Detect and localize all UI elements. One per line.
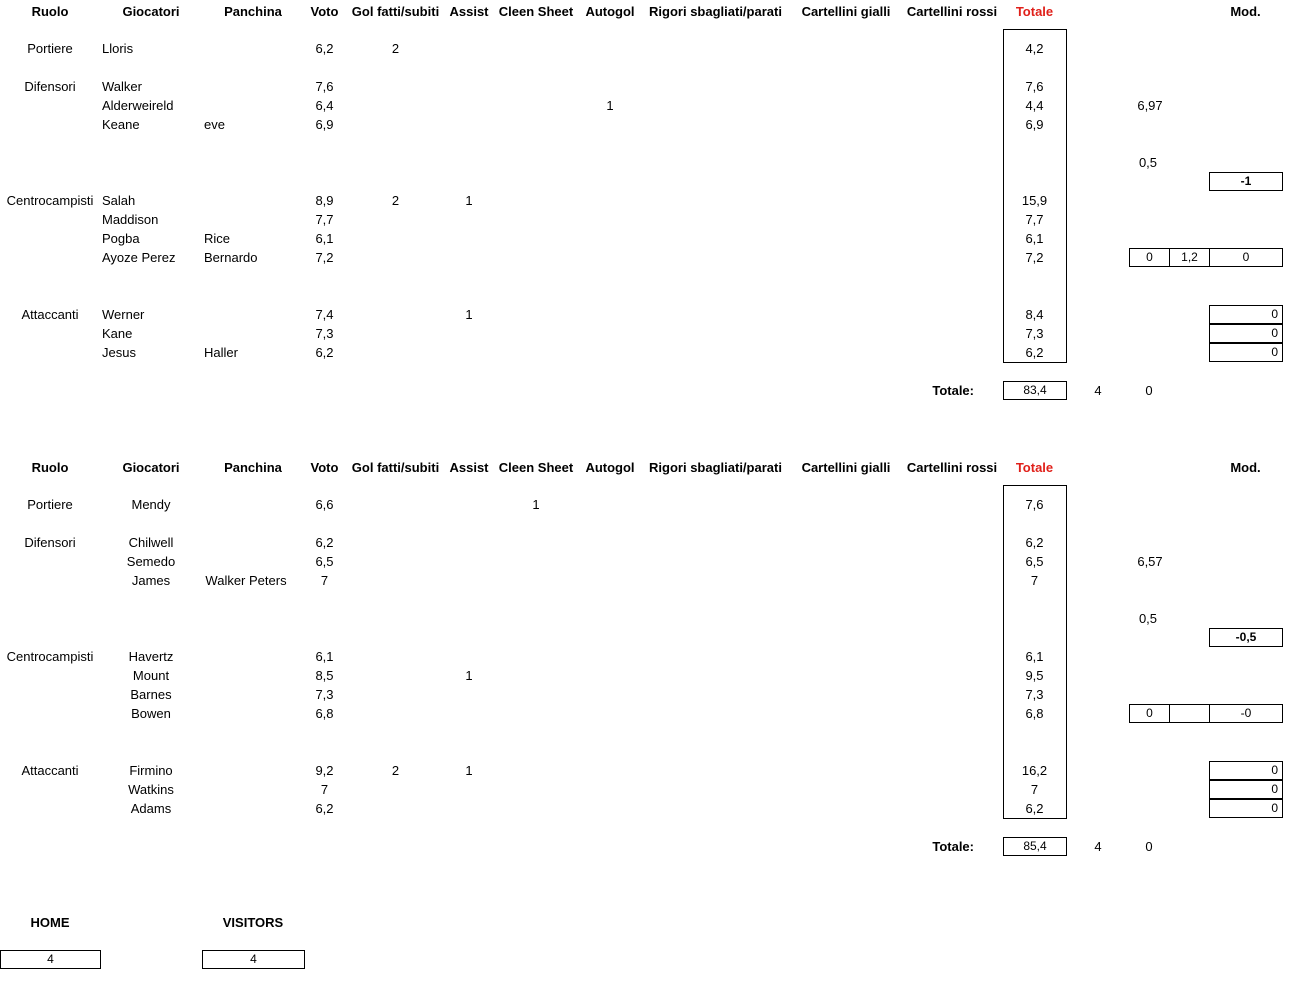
own-goal-cell[interactable] — [582, 115, 638, 134]
vote-cell[interactable]: 7 — [320, 782, 329, 797]
team-total-box[interactable]: 85,4 — [1003, 837, 1067, 856]
bench-player[interactable] — [204, 324, 302, 343]
clean-sheet-cell[interactable] — [493, 780, 579, 799]
vote-cell[interactable]: 7,3 — [315, 687, 334, 702]
row-total-cell[interactable]: 6,1 — [1025, 649, 1044, 664]
own-goal-cell[interactable] — [582, 704, 638, 723]
vote-cell[interactable]: 6,5 — [315, 554, 334, 569]
vote-cell[interactable]: 6,2 — [315, 801, 334, 816]
bench-player[interactable] — [204, 647, 288, 666]
role-label — [0, 685, 100, 704]
assist-cell[interactable] — [448, 647, 490, 666]
role-label — [0, 799, 100, 818]
own-goal-cell[interactable] — [582, 761, 638, 780]
clean-sheet-cell[interactable] — [493, 77, 579, 96]
defense-average: 6,57 — [1137, 554, 1163, 569]
player-name[interactable]: Semedo — [126, 554, 176, 569]
goals-cell[interactable] — [348, 799, 443, 818]
midfield-box[interactable]: 0 — [1209, 248, 1283, 267]
team-extra: 0 — [1145, 839, 1153, 854]
column-header-mod: Mod. — [1230, 4, 1261, 19]
own-goal-cell[interactable] — [582, 210, 638, 229]
player-name[interactable]: Chilwell — [128, 535, 174, 550]
column-header-rossi: Cartellini rossi — [906, 4, 998, 19]
column-header-voto: Voto — [310, 4, 339, 19]
assist-cell[interactable] — [448, 324, 490, 343]
player-name[interactable]: Mendy — [131, 497, 171, 512]
goals-cell[interactable] — [348, 495, 443, 514]
assist-cell[interactable] — [448, 799, 490, 818]
vote-cell[interactable]: 6,2 — [315, 345, 334, 360]
column-header-giocatori: Giocatori — [122, 4, 180, 19]
player-name[interactable]: Pogba — [102, 231, 140, 246]
team-goals: 4 — [1094, 383, 1102, 398]
own-goal-cell[interactable] — [582, 248, 638, 267]
assist-cell[interactable] — [448, 343, 490, 362]
team-extra: 0 — [1145, 383, 1153, 398]
row-total-cell[interactable]: 15,9 — [1021, 193, 1048, 208]
assist-cell[interactable] — [448, 780, 490, 799]
goals-cell[interactable] — [348, 248, 443, 267]
clean-sheet-cell[interactable] — [493, 533, 579, 552]
vote-cell[interactable]: 7 — [320, 573, 329, 588]
row-total-cell[interactable]: 7,3 — [1025, 326, 1044, 341]
row-total-cell[interactable]: 7,2 — [1025, 250, 1044, 265]
row-total-cell[interactable]: 7 — [1030, 573, 1039, 588]
assist-cell[interactable] — [448, 571, 490, 590]
assist-cell[interactable] — [448, 552, 490, 571]
own-goal-cell[interactable] — [582, 495, 638, 514]
role-label — [0, 115, 100, 134]
goals-cell[interactable] — [348, 552, 443, 571]
row-total-cell[interactable]: 6,5 — [1025, 554, 1044, 569]
player-name[interactable]: James — [131, 573, 171, 588]
player-name[interactable]: Maddison — [102, 212, 159, 227]
clean-sheet-cell[interactable] — [493, 704, 579, 723]
role-label: Difensori — [24, 535, 76, 550]
row-total-cell[interactable]: 6,8 — [1025, 706, 1044, 721]
vote-cell[interactable]: 8,5 — [315, 668, 334, 683]
row-total-cell[interactable]: 7,6 — [1025, 497, 1044, 512]
column-header-gialli: Cartellini gialli — [801, 460, 891, 475]
bench-player[interactable] — [204, 77, 302, 96]
column-header-totale: Totale — [1015, 460, 1054, 475]
team-goals: 4 — [1094, 839, 1102, 854]
bench-player[interactable]: Rice — [204, 231, 231, 246]
column-header-ruolo: Ruolo — [31, 4, 69, 19]
vote-cell[interactable]: 6,1 — [315, 231, 334, 246]
column-header-ruolo: Ruolo — [31, 460, 69, 475]
player-name[interactable]: Ayoze Perez — [102, 250, 176, 265]
own-goal-cell[interactable] — [582, 229, 638, 248]
own-goal-cell[interactable] — [582, 39, 638, 58]
bench-player[interactable] — [204, 799, 288, 818]
modifier-box[interactable]: -0,5 — [1209, 628, 1283, 647]
goals-cell[interactable] — [348, 77, 443, 96]
midfield-box[interactable]: 1,2 — [1169, 248, 1210, 267]
goals-cell[interactable] — [348, 343, 443, 362]
attack-box[interactable]: 0 — [1209, 305, 1283, 324]
assist-cell[interactable] — [448, 248, 490, 267]
row-total-cell[interactable]: 4,4 — [1025, 98, 1044, 113]
totale-label: Totale: — [932, 383, 974, 398]
goals-cell[interactable] — [348, 666, 443, 685]
assist-cell[interactable] — [448, 229, 490, 248]
player-name[interactable]: Bowen — [131, 706, 171, 721]
clean-sheet-cell[interactable] — [493, 571, 579, 590]
attack-box[interactable]: 0 — [1209, 799, 1283, 818]
bench-player[interactable]: Walker Peters — [205, 573, 287, 588]
row-total-cell[interactable]: 16,2 — [1021, 763, 1048, 778]
goals-cell[interactable] — [348, 685, 443, 704]
clean-sheet-cell[interactable] — [493, 552, 579, 571]
column-header-totale: Totale — [1015, 4, 1054, 19]
vote-cell[interactable]: 8,9 — [315, 193, 334, 208]
goals-cell[interactable] — [348, 229, 443, 248]
bench-player[interactable] — [204, 533, 288, 552]
row-total-cell[interactable]: 7,3 — [1025, 687, 1044, 702]
row-total-cell[interactable]: 6,1 — [1025, 231, 1044, 246]
own-goal-cell[interactable] — [582, 324, 638, 343]
defense-average: 6,97 — [1137, 98, 1163, 113]
role-label: Attaccanti — [21, 307, 79, 322]
defense-modifier: 0,5 — [1138, 611, 1158, 626]
vote-cell[interactable]: 9,2 — [315, 763, 334, 778]
own-goal-cell[interactable]: 1 — [606, 98, 614, 113]
player-name[interactable]: Salah — [102, 193, 136, 208]
row-total-cell[interactable]: 7,6 — [1025, 79, 1044, 94]
player-name[interactable]: Havertz — [128, 649, 174, 664]
row-total-cell[interactable]: 7 — [1030, 782, 1039, 797]
midfield-box[interactable]: 0 — [1129, 248, 1170, 267]
role-label: Portiere — [27, 41, 73, 56]
clean-sheet-cell[interactable] — [493, 666, 579, 685]
column-header-gialli: Cartellini gialli — [801, 4, 891, 19]
assist-cell[interactable]: 1 — [465, 193, 473, 208]
vote-cell[interactable]: 6,4 — [315, 98, 334, 113]
vote-cell[interactable]: 7,6 — [315, 79, 334, 94]
goals-cell[interactable] — [348, 115, 443, 134]
row-total-cell[interactable]: 6,2 — [1025, 801, 1044, 816]
goals-cell[interactable] — [348, 210, 443, 229]
row-total-cell[interactable]: 9,5 — [1025, 668, 1044, 683]
vote-cell[interactable]: 7,4 — [315, 307, 334, 322]
assist-cell[interactable] — [448, 39, 490, 58]
player-name[interactable]: Barnes — [130, 687, 172, 702]
bench-player[interactable] — [204, 96, 302, 115]
clean-sheet-cell[interactable]: 1 — [532, 497, 540, 512]
goals-cell[interactable] — [348, 704, 443, 723]
bench-player[interactable] — [204, 704, 288, 723]
goals-cell[interactable] — [348, 96, 443, 115]
column-header-autogol: Autogol — [585, 4, 635, 19]
role-label — [0, 324, 100, 343]
assist-cell[interactable] — [448, 495, 490, 514]
column-header-panchina: Panchina — [224, 460, 282, 475]
role-label: Centrocampisti — [6, 193, 94, 208]
goals-cell[interactable] — [348, 324, 443, 343]
assist-cell[interactable] — [448, 77, 490, 96]
role-label — [0, 343, 100, 362]
vote-cell[interactable]: 7,2 — [315, 250, 334, 265]
column-header-clean: Cleen Sheet — [498, 4, 574, 19]
row-total-cell[interactable]: 6,9 — [1025, 117, 1044, 132]
player-name[interactable]: Kane — [102, 326, 133, 341]
clean-sheet-cell[interactable] — [493, 210, 579, 229]
clean-sheet-cell[interactable] — [493, 647, 579, 666]
vote-cell[interactable]: 6,1 — [315, 649, 334, 664]
own-goal-cell[interactable] — [582, 343, 638, 362]
vote-cell[interactable]: 6,8 — [315, 706, 334, 721]
column-header-clean: Cleen Sheet — [498, 460, 574, 475]
role-label: Portiere — [27, 497, 73, 512]
role-label — [0, 96, 100, 115]
bench-player[interactable] — [204, 305, 302, 324]
column-header-assist: Assist — [449, 4, 489, 19]
column-header-rigori: Rigori sbagliati/parati — [649, 460, 782, 475]
clean-sheet-cell[interactable] — [493, 115, 579, 134]
own-goal-cell[interactable] — [582, 77, 638, 96]
clean-sheet-cell[interactable] — [493, 39, 579, 58]
assist-cell[interactable]: 1 — [465, 668, 473, 683]
modifier-box[interactable]: -1 — [1209, 172, 1283, 191]
attack-box[interactable]: 0 — [1209, 780, 1283, 799]
clean-sheet-cell[interactable] — [493, 799, 579, 818]
own-goal-cell[interactable] — [582, 552, 638, 571]
vote-cell[interactable]: 6,6 — [315, 497, 334, 512]
visitors-score-cell[interactable]: 4 — [202, 950, 305, 969]
clean-sheet-cell[interactable] — [493, 96, 579, 115]
home-score-cell[interactable]: 4 — [0, 950, 101, 969]
player-name[interactable]: Jesus — [102, 345, 136, 360]
own-goal-cell[interactable] — [582, 647, 638, 666]
vote-cell[interactable]: 7,7 — [315, 212, 334, 227]
vote-cell[interactable]: 6,2 — [315, 41, 334, 56]
assist-cell[interactable] — [448, 210, 490, 229]
assist-cell[interactable] — [448, 685, 490, 704]
vote-cell[interactable]: 6,9 — [315, 117, 334, 132]
role-label: Centrocampisti — [6, 649, 94, 664]
assist-cell[interactable] — [448, 704, 490, 723]
player-name[interactable]: Walker — [102, 79, 142, 94]
player-name[interactable]: Lloris — [102, 41, 134, 56]
home-label: HOME — [30, 915, 70, 930]
vote-cell[interactable]: 6,2 — [315, 535, 334, 550]
own-goal-cell[interactable] — [582, 191, 638, 210]
own-goal-cell[interactable] — [582, 685, 638, 704]
column-header-voto: Voto — [310, 460, 339, 475]
attack-box[interactable]: 0 — [1209, 761, 1283, 780]
attack-box[interactable]: 0 — [1209, 343, 1283, 362]
visitors-label: VISITORS — [222, 915, 284, 930]
defense-modifier: 0,5 — [1138, 155, 1158, 170]
role-label — [0, 248, 100, 267]
bench-player[interactable] — [204, 495, 288, 514]
goals-cell[interactable] — [348, 571, 443, 590]
own-goal-cell[interactable] — [582, 780, 638, 799]
column-header-mod: Mod. — [1230, 460, 1261, 475]
midfield-box[interactable]: -0 — [1209, 704, 1283, 723]
player-name[interactable]: Watkins — [128, 782, 174, 797]
role-label: Difensori — [24, 79, 76, 94]
player-name[interactable]: Mount — [132, 668, 170, 683]
clean-sheet-cell[interactable] — [493, 229, 579, 248]
own-goal-cell[interactable] — [582, 799, 638, 818]
column-header-rigori: Rigori sbagliati/parati — [649, 4, 782, 19]
goals-cell[interactable] — [348, 780, 443, 799]
column-header-gol: Gol fatti/subiti — [351, 4, 440, 19]
attack-box[interactable]: 0 — [1209, 324, 1283, 343]
clean-sheet-cell[interactable] — [493, 761, 579, 780]
role-label: Attaccanti — [21, 763, 79, 778]
team-total-box[interactable]: 83,4 — [1003, 381, 1067, 400]
midfield-box[interactable]: 0 — [1129, 704, 1170, 723]
goals-cell[interactable]: 2 — [391, 193, 400, 208]
vote-cell[interactable]: 7,3 — [315, 326, 334, 341]
column-header-panchina: Panchina — [224, 4, 282, 19]
row-total-cell[interactable]: 4,2 — [1025, 41, 1044, 56]
column-header-giocatori: Giocatori — [122, 460, 180, 475]
assist-cell[interactable]: 1 — [465, 307, 473, 322]
assist-cell[interactable] — [448, 533, 490, 552]
goals-cell[interactable]: 2 — [391, 763, 400, 778]
assist-cell[interactable] — [448, 96, 490, 115]
assist-cell[interactable] — [448, 115, 490, 134]
clean-sheet-cell[interactable] — [493, 343, 579, 362]
clean-sheet-cell[interactable] — [493, 248, 579, 267]
clean-sheet-cell[interactable] — [493, 324, 579, 343]
own-goal-cell[interactable] — [582, 571, 638, 590]
bench-player[interactable]: Haller — [204, 345, 238, 360]
column-header-assist: Assist — [449, 460, 489, 475]
column-header-rossi: Cartellini rossi — [906, 460, 998, 475]
clean-sheet-cell[interactable] — [493, 305, 579, 324]
own-goal-cell[interactable] — [582, 305, 638, 324]
goals-cell[interactable] — [348, 533, 443, 552]
bench-player[interactable] — [204, 685, 288, 704]
bench-player[interactable] — [204, 761, 288, 780]
column-header-autogol: Autogol — [585, 460, 635, 475]
role-label — [0, 666, 100, 685]
player-name[interactable]: Keane — [102, 117, 140, 132]
row-total-cell[interactable]: 8,4 — [1025, 307, 1044, 322]
goals-cell[interactable] — [348, 305, 443, 324]
own-goal-cell[interactable] — [582, 666, 638, 685]
bench-player[interactable] — [204, 39, 302, 58]
goals-cell[interactable]: 2 — [391, 41, 400, 56]
bench-player[interactable]: Bernardo — [204, 250, 258, 265]
clean-sheet-cell[interactable] — [493, 191, 579, 210]
bench-player[interactable] — [204, 552, 288, 571]
column-header-gol: Gol fatti/subiti — [351, 460, 440, 475]
player-name[interactable]: Alderweireld — [102, 98, 174, 113]
player-name[interactable]: Adams — [130, 801, 172, 816]
role-label — [0, 571, 100, 590]
role-label — [0, 780, 100, 799]
bench-player[interactable]: eve — [204, 117, 225, 132]
clean-sheet-cell[interactable] — [493, 685, 579, 704]
midfield-box[interactable] — [1169, 704, 1210, 723]
own-goal-cell[interactable] — [582, 533, 638, 552]
player-name[interactable]: Werner — [102, 307, 145, 322]
totale-label: Totale: — [932, 839, 974, 854]
assist-cell[interactable]: 1 — [465, 763, 473, 778]
role-label — [0, 552, 100, 571]
role-label — [0, 704, 100, 723]
row-total-cell[interactable]: 7,7 — [1025, 212, 1044, 227]
role-label — [0, 229, 100, 248]
role-label — [0, 210, 100, 229]
goals-cell[interactable] — [348, 647, 443, 666]
row-total-cell[interactable]: 6,2 — [1025, 345, 1044, 360]
player-name[interactable]: Firmino — [129, 763, 173, 778]
bench-player[interactable] — [204, 780, 288, 799]
row-total-cell[interactable]: 6,2 — [1025, 535, 1044, 550]
bench-player[interactable] — [204, 210, 302, 229]
bench-player[interactable] — [204, 666, 288, 685]
bench-player[interactable] — [204, 191, 302, 210]
